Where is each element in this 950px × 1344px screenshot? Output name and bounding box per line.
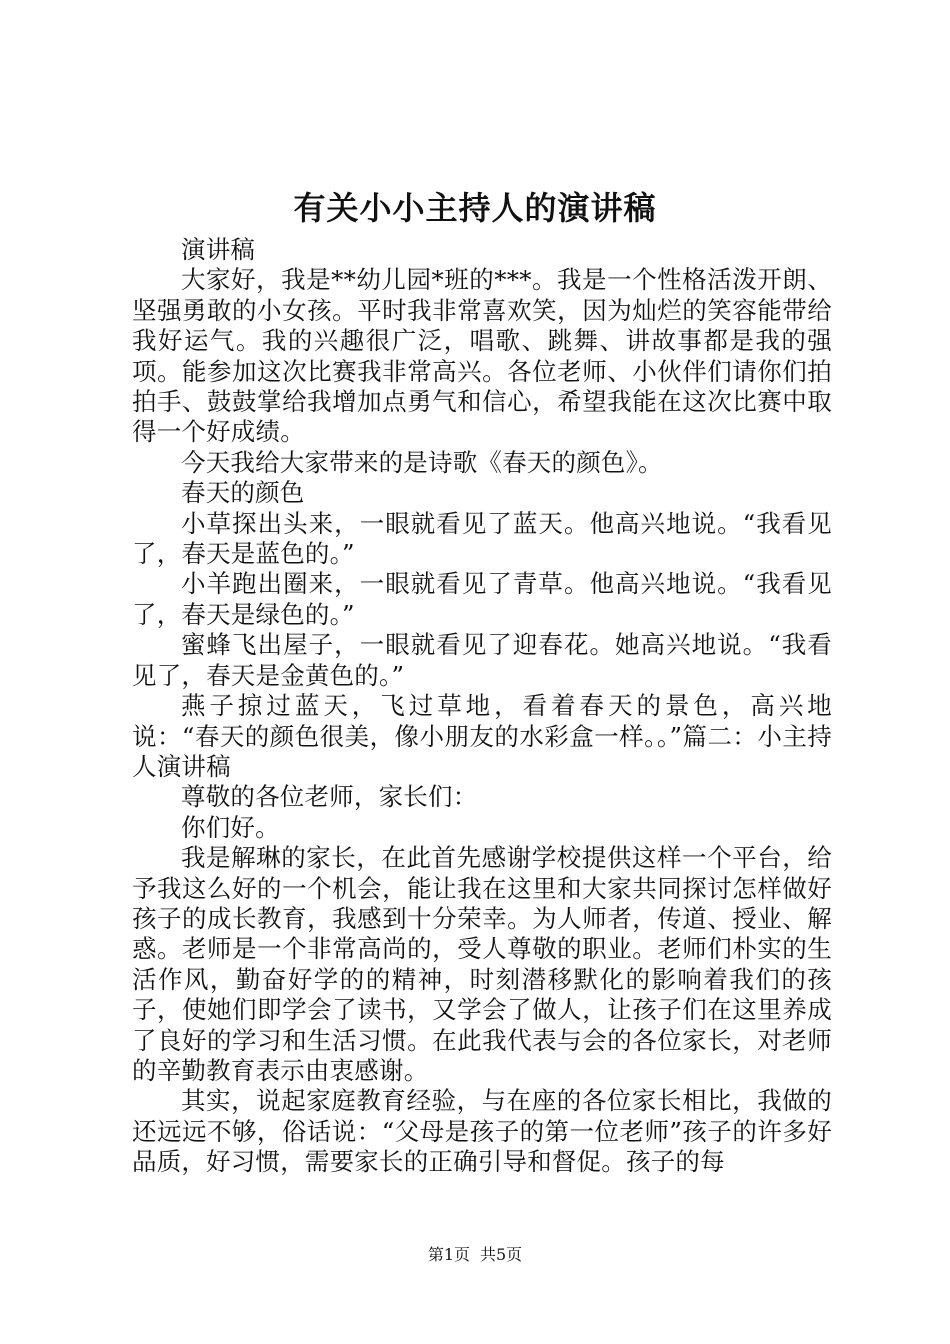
paragraph-poem-title: 春天的颜色 — [181, 478, 305, 508]
paragraph-greeting: 尊敬的各位老师，家长们： — [181, 782, 478, 812]
paragraph-poem-grass: 小草探出头来，一眼就看见了蓝天。他高兴地说。“我看见了，春天是蓝色的。” — [132, 508, 832, 569]
paragraph-parent-thanks: 我是解琳的家长，在此首先感谢学校提供这样一个平台，给予我这么好的一个机会，能让我在这里和大家共同探讨怎样做好孩子的成长教育，我感到十分荣幸。为人师者，传道、授业、解惑。老师是一个非常高尚的，受人尊敬的职业。老师们朴实的生活作风，勤奋好学的的精神，时刻潜移默化的影响着我们的孩子，使她们即学会了读书，又学会了做人，让孩子们在这里养成了良好的学习和生活习惯。在此我代表与会的各位家长，对老师的辛勤教育表示由衷感谢。 — [132, 843, 832, 1085]
paragraph-poem-swallow: 燕子掠过蓝天，飞过草地，看着春天的景色，高兴地说：“春天的颜色很美，像小朋友的水彩盒一样。。”篇二：小主持人演讲稿 — [132, 691, 832, 781]
page-footer — [0, 1243, 950, 1267]
paragraph-poem-intro: 今天我给大家带来的是诗歌《春天的颜色》。 — [181, 447, 663, 477]
document-title: 有关小小主持人的演讲稿 — [293, 189, 657, 227]
paragraph-poem-bee: 蜜蜂飞出屋子，一眼就看见了迎春花。她高兴地说。“我看见了，春天是金黄色的。” — [132, 630, 832, 690]
paragraph-hello: 你们好。 — [181, 812, 280, 842]
paragraph-poem-sheep: 小羊跑出圈来，一眼就看见了青草。他高兴地说。“我看见了，春天是绿色的。” — [132, 569, 832, 629]
paragraph-self-introduction: 大家好，我是**幼儿园*班的***。我是一个性格活泼开朗、坚强勇敢的小女孩。平时我非常喜欢笑，因为灿烂的笑容能带给我好运气。我的兴趣很广泛，唱歌、跳舞、讲故事都是我的强项。能参加这次比赛我非常高兴。各位老师、小伙伴们请你们拍拍手、鼓鼓掌给我增加点勇气和信心，希望我能在这次比赛中取得一个好成绩。 — [132, 265, 832, 447]
page-number-total: 共5页 — [480, 1245, 523, 1264]
document-body — [132, 235, 832, 1178]
paragraph-family-education: 其实，说起家庭教育经验，与在座的各位家长相比，我做的还远远不够，俗话说：“父母是孩子的第一位老师”孩子的许多好品质，好习惯，需要家长的正确引导和督促。孩子的每 — [132, 1086, 832, 1177]
paragraph-heading-speech: 演讲稿 — [181, 235, 256, 264]
page-number-current: 第1页 — [427, 1245, 470, 1264]
